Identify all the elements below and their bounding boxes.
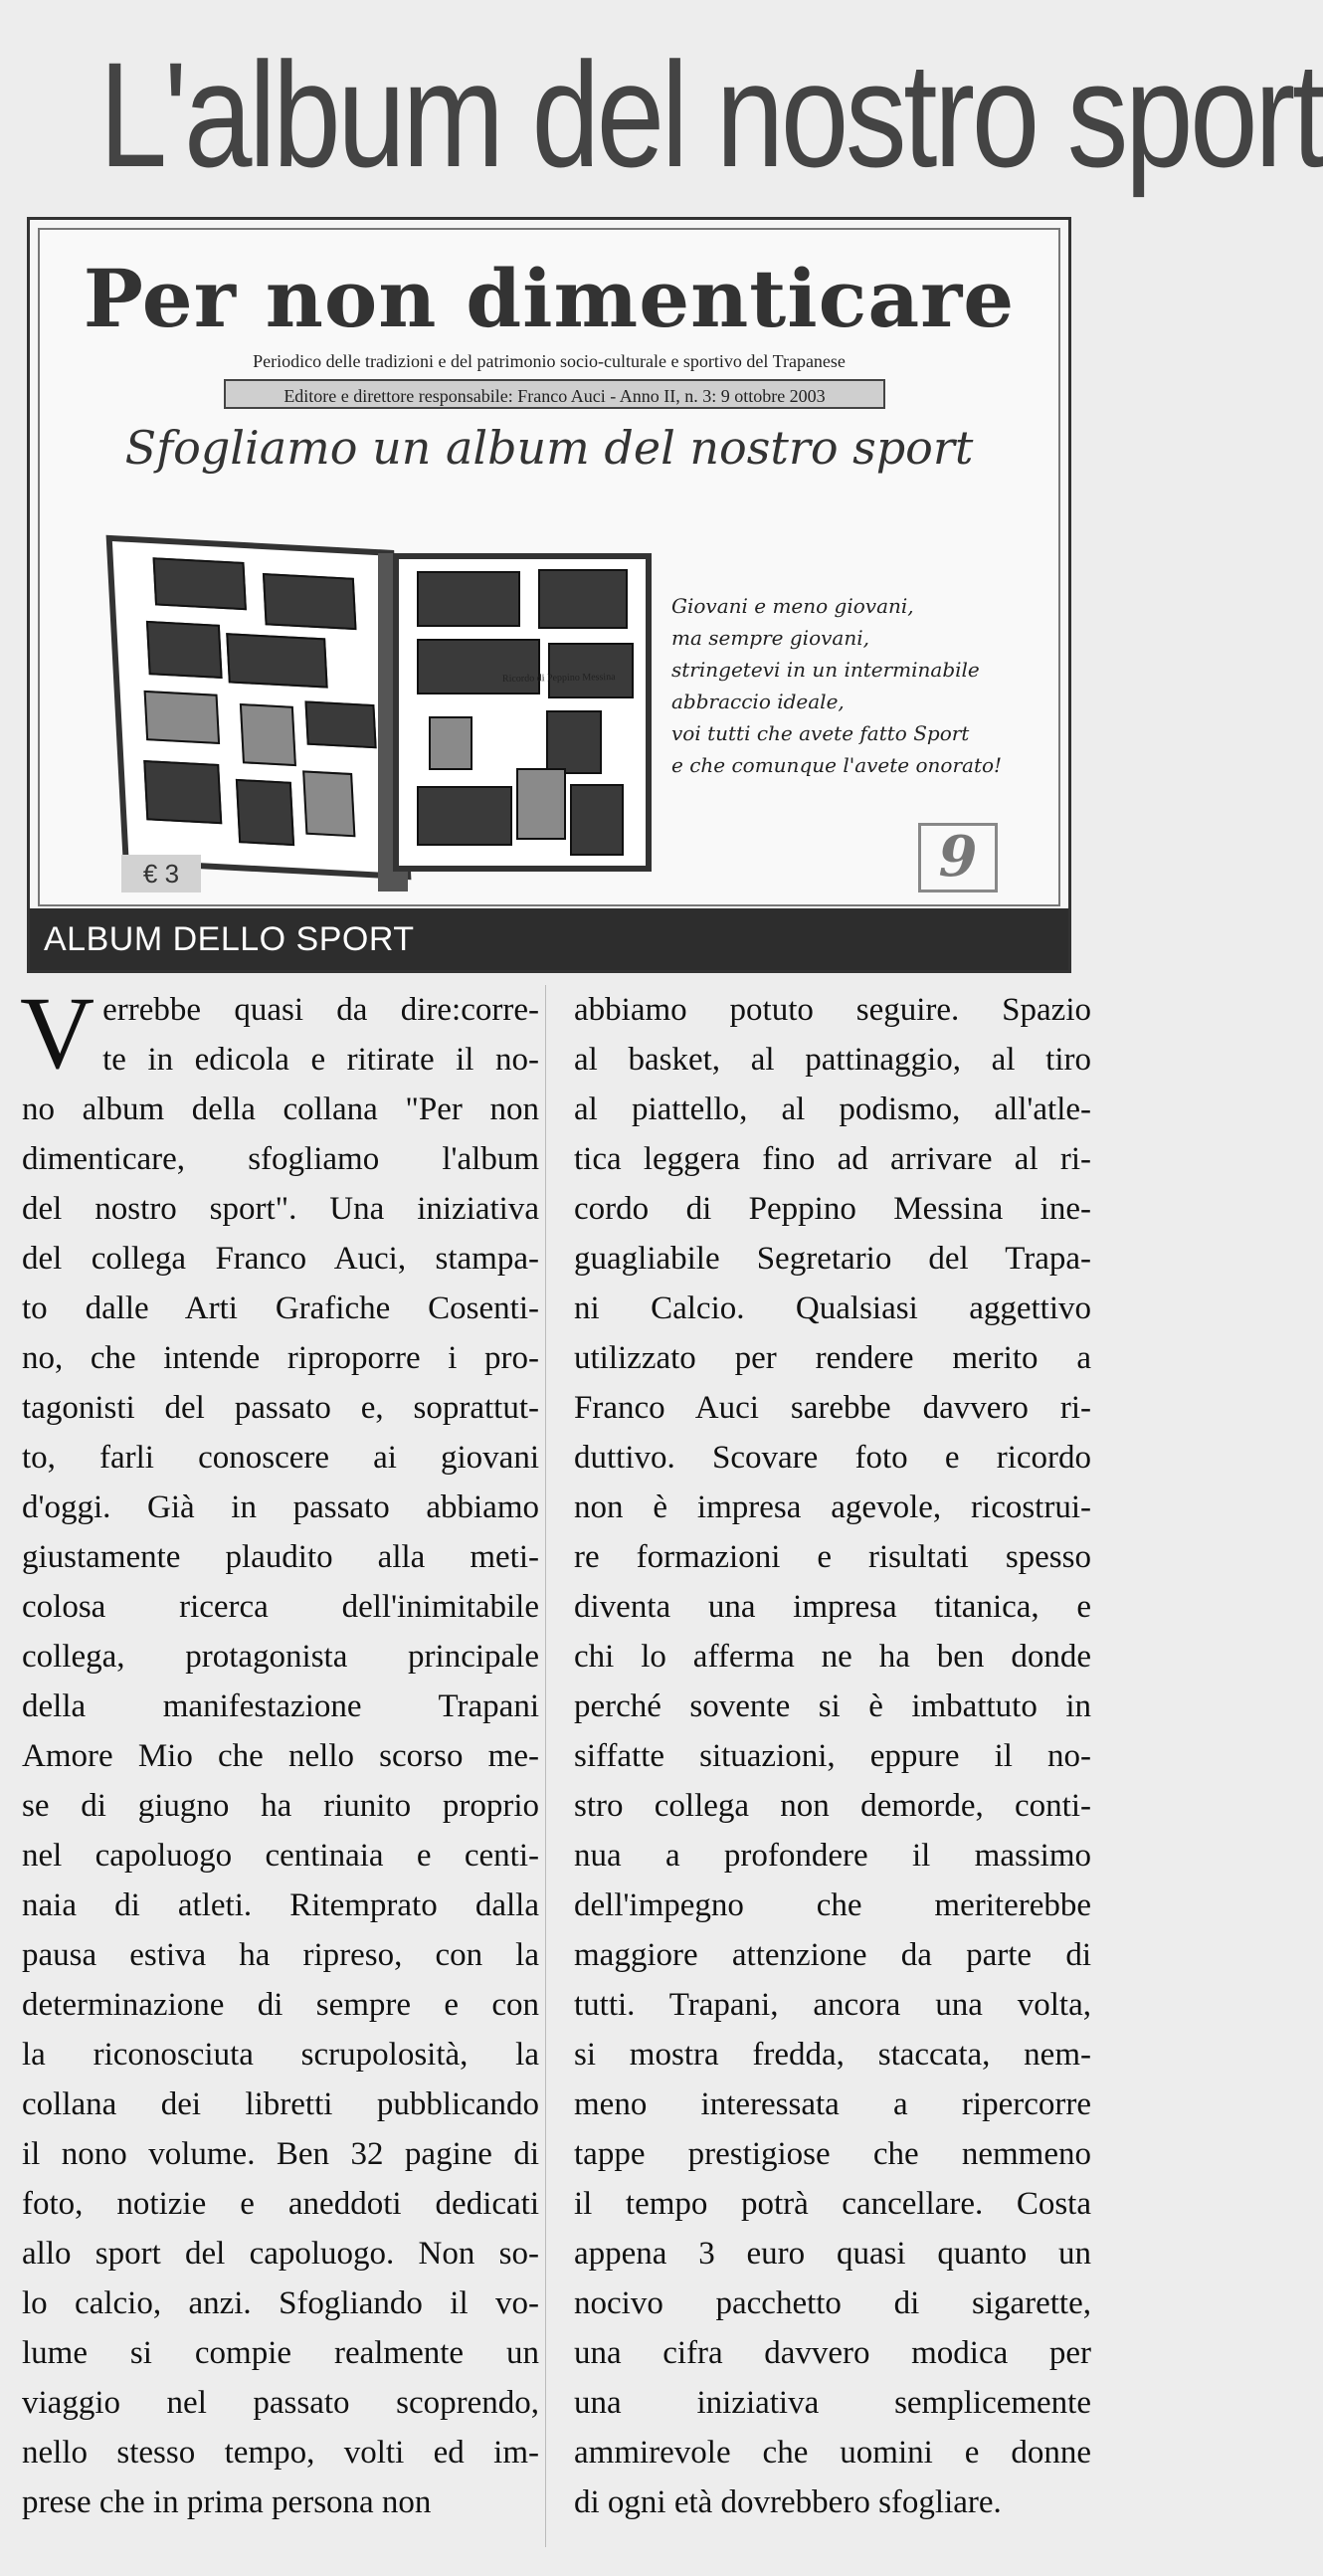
article-line: giustamente plaudito alla meti- — [22, 1539, 539, 1575]
article-line: no album della collana "Per non — [22, 1091, 539, 1127]
album-photo — [548, 643, 634, 698]
article-line: ni Calcio. Qualsiasi aggettivo — [574, 1290, 1091, 1326]
album-photo — [302, 770, 355, 837]
album-photo — [546, 710, 602, 774]
article-line: chi lo afferma ne ha ben donde — [574, 1639, 1091, 1675]
article-line: nel capoluogo centinaia e centi- — [22, 1838, 539, 1874]
caption-bar — [30, 908, 1068, 970]
poem-line: abbraccio ideale, — [671, 690, 845, 713]
article-line: diventa una impresa titanica, e — [574, 1589, 1091, 1625]
article-line: re formazioni e risultati spesso — [574, 1539, 1091, 1575]
album-photo — [236, 779, 294, 846]
issue-number: 9 — [918, 823, 998, 892]
article-line: non è impresa agevole, ricostrui- — [574, 1489, 1091, 1525]
article-line: si mostra fredda, staccata, nem- — [574, 2037, 1091, 2073]
article-line: to dalle Arti Grafiche Cosenti- — [22, 1290, 539, 1326]
article-line: errebbe quasi da dire:corre- — [102, 992, 539, 1028]
article-line: lume si compie realmente un — [22, 2335, 539, 2371]
article-line: il nono volume. Ben 32 pagine di — [22, 2136, 539, 2172]
article-line: dimenticare, sfogliamo l'album — [22, 1141, 539, 1177]
album-photo — [146, 621, 223, 679]
album-left-page — [106, 535, 412, 881]
cover-poem — [671, 590, 1049, 781]
article-line: collega, protagonista principale — [22, 1639, 539, 1675]
article-line: tutti. Trapani, ancora una volta, — [574, 1987, 1091, 2023]
article-line: tappe prestigiose che nemmeno — [574, 2136, 1091, 2172]
masthead-subtitle: Periodico delle tradizioni e del patrimonio socio-culturale e sportivo del Trapanese — [253, 351, 846, 371]
article-line: d'oggi. Già in passato abbiamo — [22, 1489, 539, 1525]
article-line: del collega Franco Auci, stampa- — [22, 1241, 539, 1277]
article-line: no, che intende riproporre i pro- — [22, 1340, 539, 1376]
article-line: utilizzato per rendere merito a — [574, 1340, 1091, 1376]
column-divider — [545, 985, 546, 2547]
article-line: tica leggera fino ad arrivare al ri- — [574, 1141, 1091, 1177]
poem-line: e che comunque l'avete onorato! — [671, 753, 1003, 777]
poem-line: stringetevi in un interminabile — [671, 658, 980, 682]
article-line: foto, notizie e aneddoti dedicati — [22, 2186, 539, 2222]
album-photo — [226, 633, 327, 688]
article-line: se di giugno ha riunito proprio — [22, 1788, 539, 1824]
article-line: nua a profondere il massimo — [574, 1838, 1091, 1874]
article-line: stro collega non demorde, conti- — [574, 1788, 1091, 1824]
article-line: lo calcio, anzi. Sfogliando il vo- — [22, 2285, 539, 2321]
article-line: una iniziativa semplicemente — [574, 2385, 1091, 2421]
article-line: colosa ricerca dell'inimitabile — [22, 1589, 539, 1625]
article-line: cordo di Peppino Messina ine- — [574, 1191, 1091, 1227]
article-line: al piattello, al podismo, all'atle- — [574, 1091, 1091, 1127]
article-line: allo sport del capoluogo. Non so- — [22, 2236, 539, 2272]
article-line: duttivo. Scovare foto e ricordo — [574, 1440, 1091, 1476]
album-photo — [570, 784, 624, 856]
album-photo — [304, 700, 376, 748]
poem-line: ma sempre giovani, — [671, 626, 869, 650]
article-line: viaggio nel passato scoprendo, — [22, 2385, 539, 2421]
article-line: del nostro sport". Una iniziativa — [22, 1191, 539, 1227]
article-line: determinazione di sempre e con — [22, 1987, 539, 2023]
album-photo — [538, 569, 628, 629]
article-line: pausa estiva ha ripreso, con la — [22, 1937, 539, 1973]
article-line: il tempo potrà cancellare. Costa — [574, 2186, 1091, 2222]
poem-line: Giovani e meno giovani, — [671, 594, 914, 618]
article-line: meno interessata a ripercorre — [574, 2086, 1091, 2122]
article-line: abbiamo potuto seguire. Spazio — [574, 992, 1091, 1028]
cover-price: € 3 — [121, 855, 201, 892]
album-photo — [417, 639, 540, 694]
album-photo — [143, 760, 222, 824]
drop-cap: V — [20, 976, 95, 1090]
article-line: dell'impegno che meriterebbe — [574, 1887, 1091, 1923]
album-photo — [417, 571, 520, 627]
article-column-left — [20, 976, 539, 2527]
figure-caption: ALBUM DELLO SPORT — [44, 920, 415, 958]
album-label: Ricordo di Peppino Messina — [501, 672, 616, 685]
article-line: maggiore attenzione da parte di — [574, 1937, 1091, 1973]
article-line: la riconosciuta scrupolosità, la — [22, 2037, 539, 2073]
article-line: to, farli conoscere ai giovani — [22, 1440, 539, 1476]
article-line: nello stesso tempo, volti ed im- — [22, 2435, 539, 2471]
cover-image — [38, 228, 1060, 906]
article-line: al basket, al pattinaggio, al tiro — [574, 1042, 1091, 1078]
album-photo — [429, 716, 472, 770]
masthead-title: Per non dimenticare — [83, 252, 1016, 345]
article-line: perché sovente si è imbattuto in — [574, 1688, 1091, 1724]
article-line: Amore Mio che nello scorso me- — [22, 1738, 539, 1774]
poem-line: voi tutti che avete fatto Sport — [671, 721, 970, 745]
article-line: nocivo pacchetto di sigarette, — [574, 2285, 1091, 2321]
article-line: tagonisti del passato e, soprattut- — [22, 1390, 539, 1426]
article-line: ammirevole che uomini e donne — [574, 2435, 1091, 2471]
album-right-page — [393, 553, 652, 872]
article-headline: L'album del nostro sport — [98, 31, 1323, 198]
article-line: una cifra davvero modica per — [574, 2335, 1091, 2371]
article-line: collana dei libretti pubblicando — [22, 2086, 539, 2122]
cover-headline: Sfogliamo un album del nostro sport — [124, 421, 974, 475]
album-photo — [263, 573, 357, 630]
article-line: guagliabile Segretario del Trapa- — [574, 1241, 1091, 1277]
article-line: siffatte situazioni, eppure il no- — [574, 1738, 1091, 1774]
album-photo — [516, 768, 566, 840]
article-line: di ogni età dovrebbero sfogliare. — [574, 2484, 1002, 2520]
article-line: prese che in prima persona non — [22, 2484, 432, 2520]
masthead-editor: Editore e direttore responsabile: Franco Auci - Anno II, n. 3: 9 ottobre 2003 — [224, 379, 885, 409]
album-photo — [417, 786, 512, 846]
photo-album-illustration — [94, 513, 671, 892]
article-line: appena 3 euro quasi quanto un — [574, 2236, 1091, 2272]
album-photo — [240, 703, 296, 766]
article-line: della manifestazione Trapani — [22, 1688, 539, 1724]
album-photo — [144, 691, 221, 744]
article-column-right — [574, 985, 1091, 2527]
album-photo — [153, 557, 247, 610]
article-line: naia di atleti. Ritemprato dalla — [22, 1887, 539, 1923]
article-line: Franco Auci sarebbe davvero ri- — [574, 1390, 1091, 1426]
article-line: te in edicola e ritirate il no- — [102, 1042, 539, 1078]
cover-figure — [27, 217, 1071, 973]
